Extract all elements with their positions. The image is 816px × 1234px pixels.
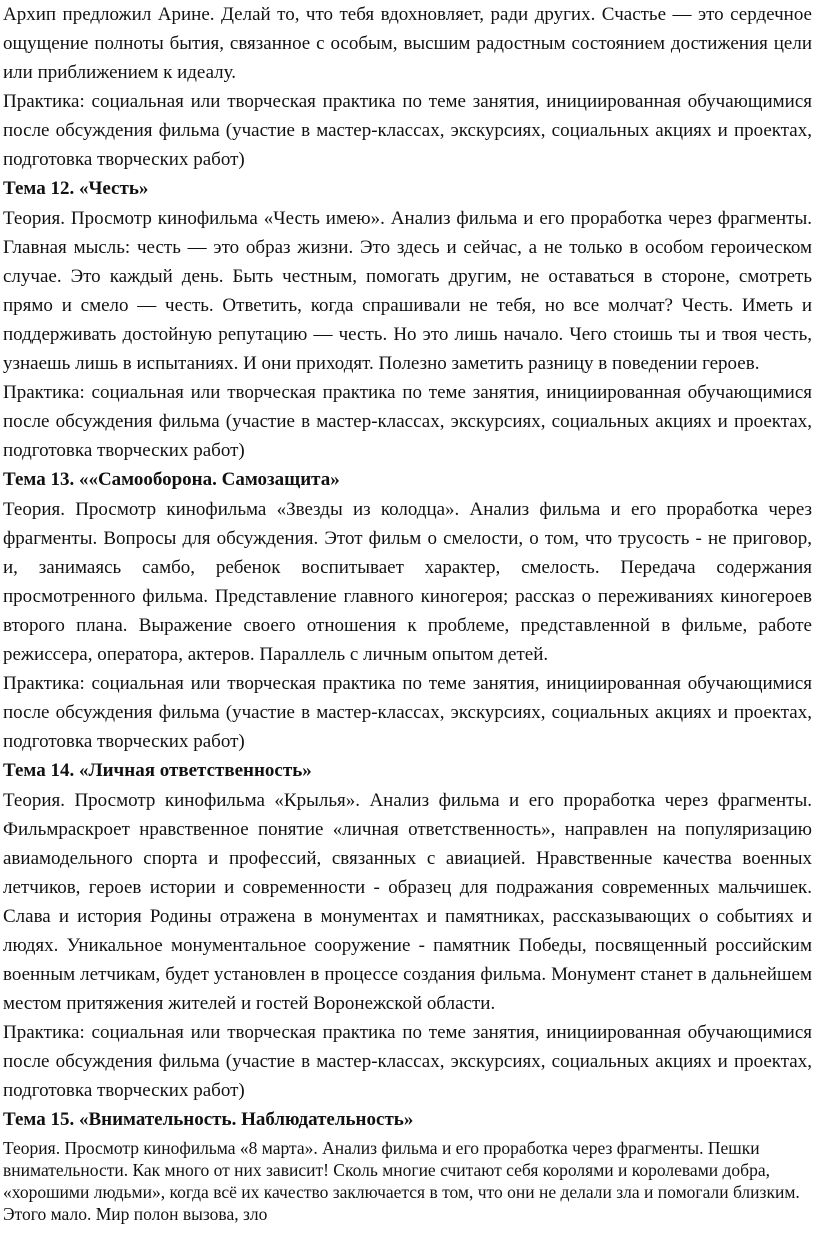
topic-14-practice: Практика: социальная или творческая практика по теме занятия, инициированная обучающимися после обсуждения фильма (участие в мастер-классах, экскурсиях, социальных акциях и проектах, подготовка творческих работ) [3, 1022, 812, 1101]
topic-14-theory: Теория. Просмотр кинофильма «Крылья». Анализ фильма и его проработка через фрагменты. Фильмраскроет нравственное понятие «личная ответственность», направлен на популяризацию авиамодельного спорта и профессий, связанных с авиацией. Нравственные качества военных летчиков, героев истории и современности - образец для подражания современных мальчишек. Слава и история Родины отражена в монументах и памятниках, рассказывающих о событиях и людях. Уникальное монументальное сооружение - памятник Победы, посвященный российским военным летчикам, будет установлен в процессе создания фильма. Монумент станет в дальнейшем местом притяжения жителей и гостей Воронежской области. [3, 790, 812, 1014]
practice-paragraph: Практика: социальная или творческая практика по теме занятия, инициированная обучающимися после обсуждения фильма (участие в мастер-классах, экскурсиях, социальных акциях и проектах, подготовка творческих работ) [3, 91, 812, 170]
topic-12-practice: Практика: социальная или творческая практика по теме занятия, инициированная обучающимися после обсуждения фильма (участие в мастер-классах, экскурсиях, социальных акциях и проектах, подготовка творческих работ) [3, 382, 812, 461]
topic-14-heading: Тема 14. «Личная ответственность» [3, 760, 312, 781]
intro-paragraph: Архип предложил Арине. Делай то, что тебя вдохновляет, ради других. Счастье — это сердечное ощущение полноты бытия, связанное с особым, высшим радостным состоянием достижения цели или приближением к идеалу. [3, 4, 812, 83]
topic-13-theory: Теория. Просмотр кинофильма «Звезды из колодца». Анализ фильма и его проработка через фрагменты. Вопросы для обсуждения. Этот фильм о смелости, о том, что трусость - не приговор, и, занимаясь самбо, ребенок воспитывает характер, смелость. Передача содержания просмотренного фильма. Представление главного киногероя; рассказ о переживаниях киногероев второго плана. Выражение своего отношения к проблеме, представленной в фильме, работе режиссера, оператора, актеров. Параллель с личным опытом детей. [3, 499, 812, 665]
topic-15-heading: Тема 15. «Внимательность. Наблюдательность» [3, 1109, 414, 1130]
topic-15-theory: Теория. Просмотр кинофильма «8 марта». Анализ фильма и его проработка через фрагменты. Пешки внимательности. Как много от них зависит! Сколь многие считают себя королями и королевами добра, «хорошими людьми», когда всё их качество заключается в том, что они не делали зла и помогали близким. Этого мало. Мир полон вызова, зло [3, 1138, 800, 1224]
topic-12-theory: Теория. Просмотр кинофильма «Честь имею». Анализ фильма и его проработка через фрагменты. Главная мысль: честь — это образ жизни. Это здесь и сейчас, а не только в особом героическом случае. Это каждый день. Быть честным, помогать другим, не оставаться в стороне, смотреть прямо и смело — честь. Ответить, когда спрашивали не тебя, но все молчат? Честь. Иметь и поддерживать достойную репутацию — честь. Но это лишь начало. Чего стоишь ты и твоя честь, узнаешь лишь в испытаниях. И они приходят. Полезно заметить разницу в поведении героев. [3, 208, 812, 374]
topic-13-heading: Тема 13. ««Самооборона. Самозащита» [3, 469, 340, 490]
topic-12-heading: Тема 12. «Честь» [3, 178, 149, 199]
topic-13-practice: Практика: социальная или творческая практика по теме занятия, инициированная обучающимися после обсуждения фильма (участие в мастер-классах, экскурсиях, социальных акциях и проектах, подготовка творческих работ) [3, 673, 812, 752]
